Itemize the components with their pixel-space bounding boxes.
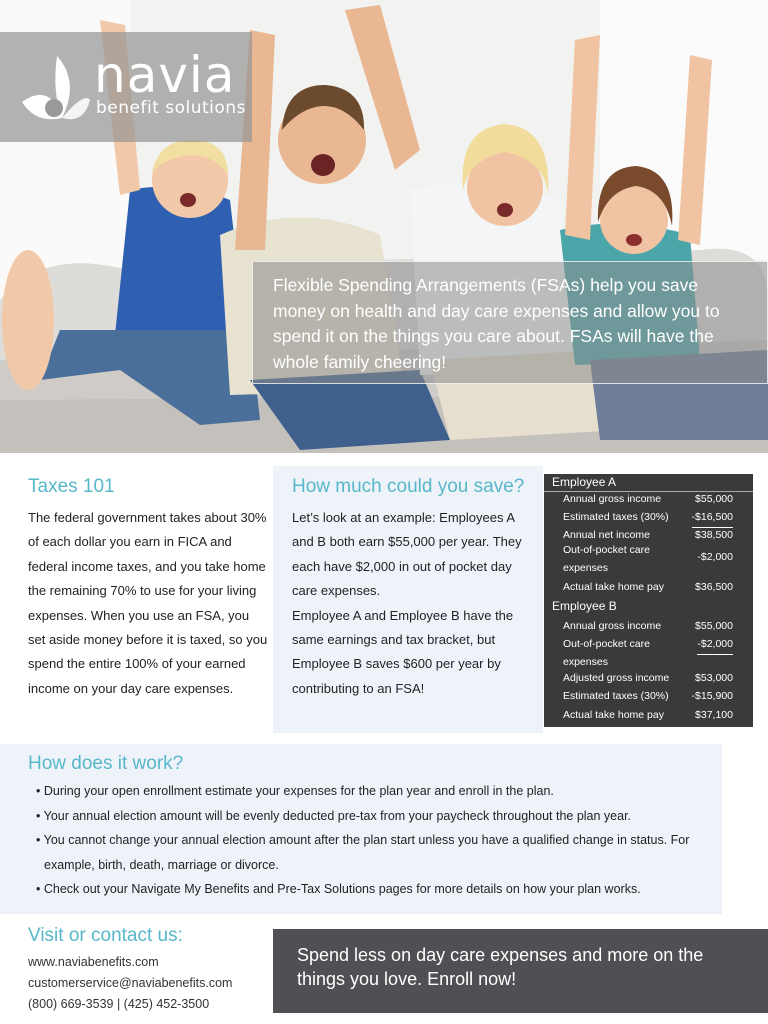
brand-logo — [0, 32, 252, 142]
email-link[interactable]: customerservice@naviabenefits.com — [28, 976, 233, 990]
list-item: • You cannot change your annual election amount after the plan start unless you have a qualified change in status. For example, birth, death, marriage or divorce. — [36, 833, 690, 872]
how-it-works-title: How does it work? — [28, 753, 184, 774]
savings-example-title: How much could you save? — [292, 476, 525, 497]
row-label: Actual take home pay — [563, 709, 664, 721]
row-label: Out-of-pocket care expenses — [563, 638, 650, 668]
row-value: $36,500 — [695, 581, 733, 593]
brand-subtitle: benefit solutions — [96, 98, 246, 118]
row-label: Annual gross income — [563, 620, 662, 632]
savings-example-body — [292, 506, 537, 701]
enroll-call-to-action: Spend less on day care expenses and more on the things you love. Enroll now! — [273, 929, 768, 1013]
row-value: -$15,900 — [691, 690, 733, 702]
how-it-works-list — [36, 779, 716, 902]
savings-example-section — [273, 466, 543, 733]
website-link[interactable]: www.naviabenefits.com — [28, 955, 159, 969]
row-label: Annual net income — [563, 529, 650, 541]
contact-section — [28, 925, 268, 1015]
row-label: Out-of-pocket care expenses — [563, 544, 650, 574]
list-item: • During your open enrollment estimate your expenses for the plan year and enroll in the plan. — [36, 784, 554, 798]
row-label: Estimated taxes (30%) — [563, 511, 669, 523]
hero-photo — [0, 0, 768, 453]
hero-callout: Flexible Spending Arrangements (FSAs) help you save money on health and day care expenses and allow you to spend it on the things you care about. FSAs will have the whole family cheering! — [252, 261, 768, 384]
row-value: $38,500 — [695, 529, 733, 541]
savings-example-paragraph-2: Employee A and Employee B have the same earnings and tax bracket, but Employee B saves $600 per year by contributing to an FSA! — [292, 607, 514, 696]
row-value: $37,100 — [695, 709, 733, 721]
row-value: -$2,000 — [697, 636, 733, 655]
how-it-works-section — [0, 744, 722, 914]
row-label: Annual gross income — [563, 493, 662, 505]
row-value: $53,000 — [695, 672, 733, 684]
brand-name: navia — [94, 46, 236, 104]
taxes-101-title: Taxes 101 — [28, 476, 115, 497]
row-label: Adjusted gross income — [563, 672, 670, 684]
list-item: • Check out your Navigate My Benefits and Pre-Tax Solutions pages for more details on how your plan works. — [36, 882, 641, 896]
lotus-logo-icon — [22, 52, 92, 132]
taxes-101-body: The federal government takes about 30% of each dollar you earn in FICA and federal income taxes, and you take home the remaining 70% to use for your living expenses. When you use an FSA, you set aside money before it is taxed, so you spend the entire 100% of your earned income on your day care expenses. — [28, 510, 268, 696]
list-item: • Your annual election amount will be evenly deducted pre-tax from your paycheck throughout the plan year. — [36, 808, 632, 823]
taxes-101-section — [28, 476, 268, 701]
row-value: -$2,000 — [697, 551, 733, 563]
employee-a-heading: Employee A — [552, 475, 617, 489]
row-value: $55,000 — [695, 493, 733, 505]
phone-numbers: (800) 669-3539 | (425) 452-3500 — [28, 997, 210, 1011]
contact-title: Visit or contact us: — [28, 925, 183, 946]
row-value: $55,000 — [695, 620, 733, 632]
row-value: -$16,500 — [692, 509, 733, 528]
row-label: Actual take home pay — [563, 581, 664, 593]
row-label: Estimated taxes (30%) — [563, 690, 669, 702]
employee-b-heading: Employee B — [552, 599, 617, 613]
savings-example-paragraph-1: Let’s look at an example: Employees A and B both earn $55,000 per year. They each have $2,000 in out of pocket day care expenses. — [292, 510, 522, 599]
savings-comparison-table — [544, 474, 753, 727]
